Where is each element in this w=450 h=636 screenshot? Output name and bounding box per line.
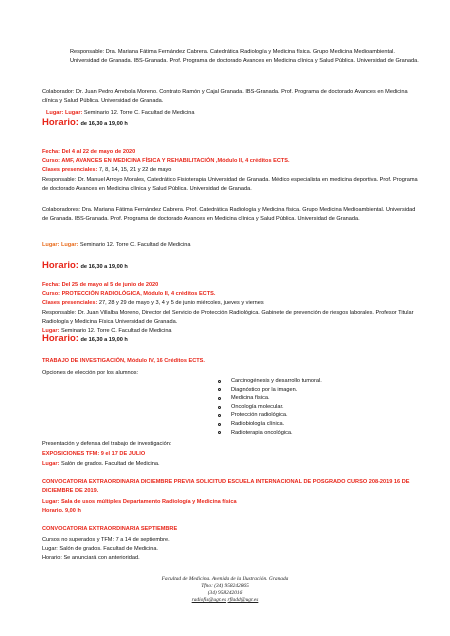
lugar-value: Seminario 12. Torre C. Facultad de Medicina (82, 110, 195, 116)
bullet-icon (218, 423, 221, 426)
responsable-text: Responsable: Dr. Manuel Arroyo Morales, Catedrático Fisioterapia Universidad de Granada. Médico especialista en medicina deportiva. Prof. Programa de doctorado Avances en Medicina clínica y Salud Pública. Universidad de Granada. (42, 177, 418, 192)
horario-value: de 16,30 a 19,00 h (78, 121, 128, 127)
curso-text: Curso: PROTECCIÓN RADIOLÓGICA, Módulo II, 4 créditos ECTS. (42, 291, 216, 297)
lugar-value: Seminario 12. Torre C. Facultad de Medicina (78, 242, 191, 248)
presentacion-text: Presentación y defensa del trabajo de investigación: (42, 441, 172, 447)
list-item: Oncología molecular. (218, 403, 322, 412)
clases-value: 27, 28 y 29 de mayo y 3, 4 y 5 de junio miércoles, jueves y viernes (97, 300, 264, 306)
horario-label: Horario: (42, 117, 79, 128)
fecha-block2 (42, 148, 135, 157)
list-item: Radioterapia oncológica. (218, 429, 322, 438)
horario-block1 (42, 119, 128, 129)
colaborador-block1 (42, 88, 422, 105)
horario-label: Horario: (42, 333, 79, 344)
horario-text: Horario. 9,00 h (42, 508, 81, 514)
list-item: Carcinogénesis y desarrollo tumoral. (218, 377, 322, 386)
curso-block3 (42, 290, 215, 299)
responsable-block3 (42, 309, 422, 326)
clases-block2 (42, 166, 171, 175)
horario-block6 (42, 554, 140, 563)
page-footer (0, 576, 450, 604)
exposiciones (42, 450, 145, 459)
exposiciones-text: EXPOSICIONES TFM: 9 el 17 DE JULIO (42, 451, 146, 457)
opciones-intro (42, 369, 138, 378)
footer-address: Facultad de Medicina. Avenida de la Ilustración. Granada (161, 576, 289, 582)
responsable-block1 (70, 48, 420, 65)
lugar-block5 (42, 498, 237, 507)
colaborador-text: Colaborador: Dr. Juan Pedro Arrebola Moreno. Contrato Ramón y Cajal Granada. IBS-Granada. Prof. Programa de doctorado Avances en Medicina clínica y Salud Pública. Universidad de Granada. (42, 89, 408, 104)
footer-email-link-1[interactable]: radiofis@ugr.es (191, 597, 227, 603)
lugar-value: Salón de grados. Facultad de Medicina. (59, 461, 160, 467)
footer-phone-1: Tfno: (34) 958242865 (201, 583, 249, 589)
cursos-text: Cursos no superados y TFM: 7 a 14 de septiembre. (42, 537, 170, 543)
trabajo-titulo-text: TRABAJO DE INVESTIGACIÓN, Módulo IV, 16 Créditos ECTS. (42, 358, 205, 364)
lugar-text: Lugar: Sala de usos múltiples Departamento Radiología y Medicina física (42, 499, 237, 505)
bullet-icon (218, 380, 221, 383)
responsable-text: Responsable: Dr. Juan Villalba Moreno, Director del Servicio de Protección Radiológica. Gabinete de prevención de riesgos laborales. Profesor Titular Radiología y Medicina Física Universidad de Granada. (42, 310, 414, 325)
footer-phone-2: (34) 958242016 (207, 590, 243, 596)
lugar-value: Seminario 12. Torre C. Facultad de Medicina (59, 328, 172, 334)
footer-email-link-2[interactable]: rfladd@ugr.es (227, 597, 259, 603)
fecha-text: Fecha: Del 4 al 22 de mayo de 2020 (42, 149, 136, 155)
lugar-text: Lugar: Salón de grados. Facultad de Medicina. (42, 546, 158, 552)
lugar-label: Lugar: (42, 461, 60, 467)
colaboradores-block2 (42, 206, 422, 223)
horario-value: de 16,30 a 19,00 h (78, 337, 128, 343)
convocatoria-diciembre (42, 478, 422, 495)
convocatoria-diciembre-text: CONVOCATORIA EXTRAORDINARIA DICIEMBRE PREVIA SOLICITUD ESCUELA INTERNACIONAL DE POSGRADO CURSO 208-2019 16 DE DICIEMBRE DE 2019. (42, 479, 410, 494)
horario-block3 (42, 335, 128, 345)
list-item: Protección radiológica. (218, 411, 322, 420)
responsable-text: Responsable: Dra. Mariana Fátima Fernández Cabrera. Catedrática Radiología y Medicina física. Grupo Medicina Medioambiental. Universidad de Granada. IBS-Granada. Prof. Programa de doctorado Avances en Medicina clínica y Salud Pública. Universidad de Granada. (70, 49, 419, 64)
fecha-block3 (42, 281, 158, 290)
lugar-label: Lugar: Lugar: (42, 242, 79, 248)
responsable-block2 (42, 176, 422, 193)
lugar-block4 (42, 460, 160, 469)
bullet-icon (218, 414, 221, 417)
list-item: Radiobiología clínica. (218, 420, 322, 429)
clases-block3 (42, 299, 264, 308)
curso-text: Curso: AMF, AVANCES EN MEDICINA FÍSICA Y REHABILITACIÓN ,Módulo II, 4 créditos ECTS. (42, 158, 290, 164)
lugar-block6 (42, 545, 158, 554)
list-item: Medicina física. (218, 394, 322, 403)
opciones-intro-text: Opciones de elección por los alumnos: (42, 370, 139, 376)
convocatoria-septiembre (42, 525, 177, 534)
fecha-text: Fecha: Del 25 de mayo al 5 de junio de 2020 (42, 282, 159, 288)
list-item: Diagnóstico por la imagen. (218, 386, 322, 395)
lugar-label: Lugar: Lugar: (46, 110, 83, 116)
opciones-list (218, 377, 322, 437)
bullet-icon (218, 406, 221, 409)
horario-block2 (42, 262, 128, 272)
clases-label: Clases presenciales: (42, 167, 98, 173)
horario-value: de 16,30 a 19,00 h (78, 264, 128, 270)
bullet-icon (218, 388, 221, 391)
curso-block2 (42, 157, 290, 166)
presentacion (42, 440, 171, 449)
clases-label: Clases presenciales: (42, 300, 98, 306)
horario-block5 (42, 507, 81, 516)
clases-value: 7, 8, 14, 15, 21 y 22 de mayo (97, 167, 172, 173)
bullet-icon (218, 397, 221, 400)
footer-emails (0, 597, 450, 604)
cursos-block6 (42, 536, 170, 545)
horario-text: Horario: Se anunciará con anterioridad. (42, 555, 140, 561)
colaboradores-text: Colaboradores: Dra. Mariana Fátima Fernández Cabrera. Prof. Catedrática Radiología y Medicina física. Grupo Medicina Medioambiental. Universidad de Granada. IBS-Granada. Prof. Programa de doctorado Avances en Medicina clínica y Salud Pública. Universidad de Granada. (42, 207, 416, 222)
convocatoria-septiembre-text: CONVOCATORIA EXTRAORDINARIA SEPTIEMBRE (42, 526, 178, 532)
bullet-icon (218, 431, 221, 434)
lugar-block2 (42, 241, 191, 250)
horario-label: Horario: (42, 260, 79, 271)
lugar-label: Lugar: (42, 328, 60, 334)
trabajo-titulo (42, 357, 205, 366)
